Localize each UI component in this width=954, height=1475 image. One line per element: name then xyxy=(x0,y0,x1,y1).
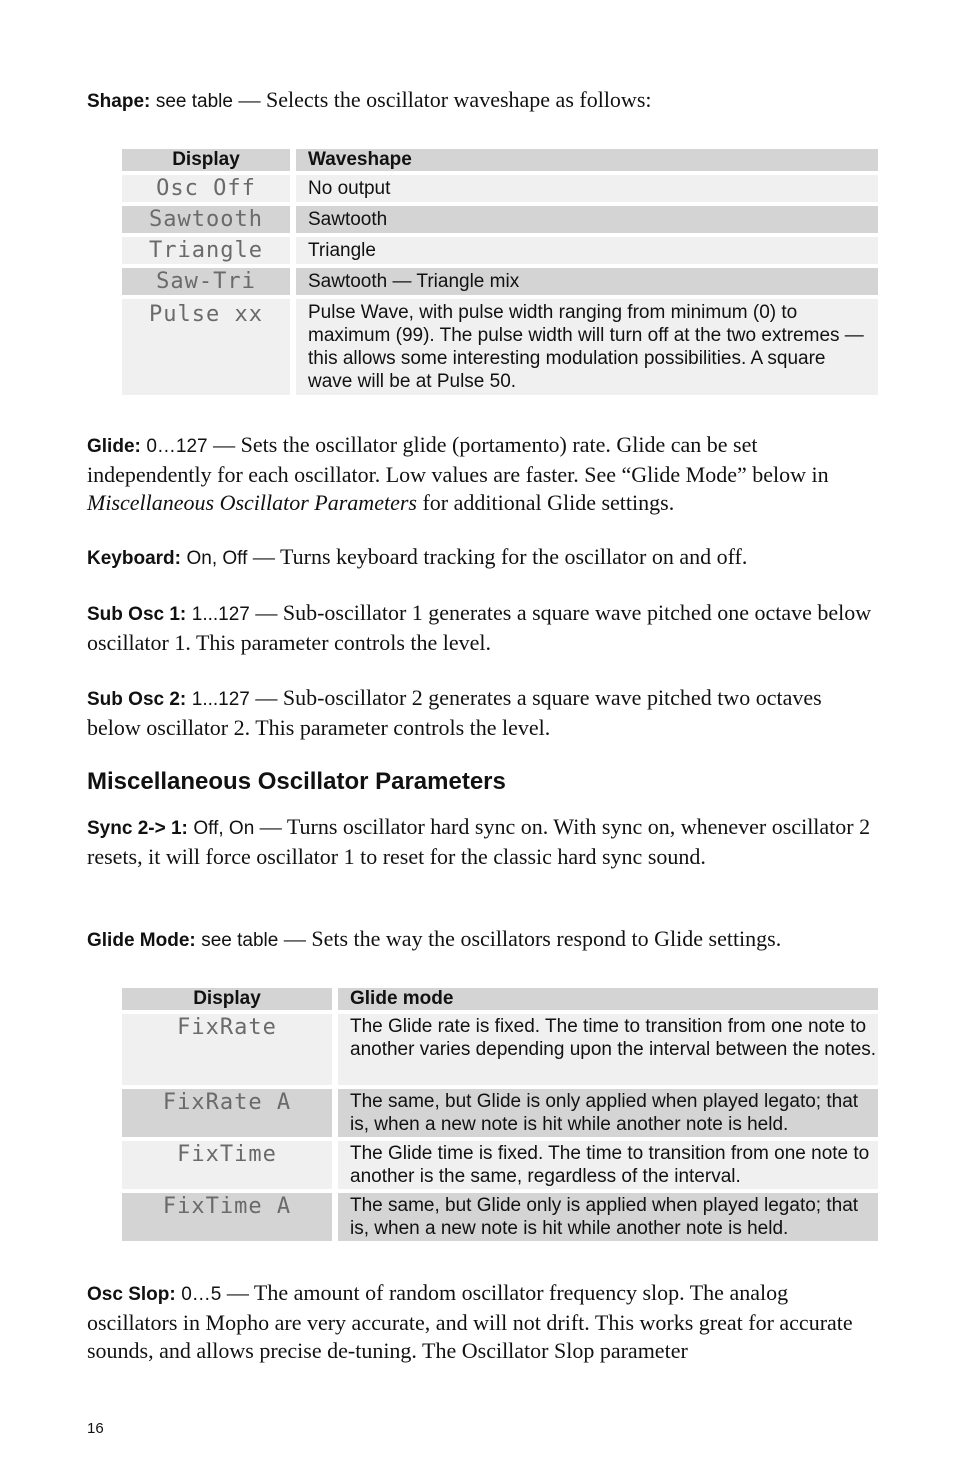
param-description: — The amount of random oscillator frequency slop. The analog oscillators in Mopho are very accurate, and will not drift. This works great for accurate sounds, and allows precise de-tuning. The Oscillator Slop parameter xyxy=(87,1280,853,1363)
shape-paragraph xyxy=(87,86,877,116)
lcd-display-text: FixTime A xyxy=(122,1193,332,1241)
param-label: Sub Osc 2: xyxy=(87,689,187,710)
table-row xyxy=(122,206,878,233)
param-description: — Sub-oscillator 1 generates a square wave pitched one octave below oscillator 1. This parameter controls the level. xyxy=(87,600,872,655)
param-description: — Turns oscillator hard sync on. With sync on, whenever oscillator 2 resets, it will force oscillator 1 to reset for the classic hard sync sound. xyxy=(87,814,871,869)
lcd-display-text: Triangle xyxy=(122,237,290,264)
table-row xyxy=(122,268,878,295)
param-label: Glide: xyxy=(87,436,141,457)
table-cell-desc: No output xyxy=(296,175,878,202)
glide-mode-paragraph xyxy=(87,925,877,955)
table-header-glide-mode: Glide mode xyxy=(338,988,878,1010)
param-values: 0…127 xyxy=(146,436,208,457)
waveshape-table xyxy=(122,145,878,399)
sub-osc-2-paragraph xyxy=(87,684,877,742)
table-row xyxy=(122,299,878,395)
table-row xyxy=(122,1014,878,1085)
table-header-display: Display xyxy=(122,149,290,171)
table-cell-desc: Sawtooth xyxy=(296,206,878,233)
table-cell-desc: The Glide time is fixed. The time to transition from one note to another is the same, regardless of the interval. xyxy=(338,1141,878,1189)
section-reference: Miscellaneous Oscillator Parameters xyxy=(87,490,417,515)
param-label: Glide Mode: xyxy=(87,930,196,951)
table-row xyxy=(122,175,878,202)
lcd-display-text: FixRate xyxy=(122,1014,332,1085)
table-header-waveshape: Waveshape xyxy=(296,149,878,171)
table-cell-desc: The same, but Glide is only applied when played legato; that is, when a new note is hit while another note is held. xyxy=(338,1089,878,1137)
table-row xyxy=(122,1089,878,1137)
lcd-display-text: FixRate A xyxy=(122,1089,332,1137)
table-cell-desc: Sawtooth — Triangle mix xyxy=(296,268,878,295)
table-cell-desc: Pulse Wave, with pulse width ranging from minimum (0) to maximum (99). The pulse width will turn off at the two extremes — this allows some interesting modulation possibilities. A square wave will be at Pulse 50. xyxy=(296,299,878,395)
param-values: see table xyxy=(201,930,279,951)
param-label: Osc Slop: xyxy=(87,1284,176,1305)
table-header-display: Display xyxy=(122,988,332,1010)
param-description: — Turns keyboard tracking for the oscillator on and off. xyxy=(247,544,748,569)
table-cell-desc: Triangle xyxy=(296,237,878,264)
glide-mode-table xyxy=(122,984,878,1245)
table-row xyxy=(122,1141,878,1189)
param-values: 1...127 xyxy=(191,604,250,625)
param-values: 0…5 xyxy=(181,1284,222,1305)
param-values: On, Off xyxy=(186,548,248,569)
table-row xyxy=(122,237,878,264)
param-description: — Sets the oscillator glide (portamento) rate. Glide can be set independently for each oscillator. Low values are faster. See “Glide Mode” below in xyxy=(87,432,829,487)
param-description-cont: for additional Glide settings. xyxy=(416,490,675,515)
param-label: Sync 2-> 1: xyxy=(87,818,188,839)
param-description: — Sets the way the oscillators respond to Glide settings. xyxy=(278,926,782,951)
param-values: 1...127 xyxy=(191,689,250,710)
param-label: Sub Osc 1: xyxy=(87,604,187,625)
param-values: see table xyxy=(155,91,233,112)
sync-paragraph xyxy=(87,813,877,871)
page-number: 16 xyxy=(87,1420,104,1437)
sub-osc-1-paragraph xyxy=(87,599,877,657)
param-label: Shape: xyxy=(87,91,151,112)
lcd-display-text: FixTime xyxy=(122,1141,332,1189)
table-cell-desc: The same, but Glide only is applied when played legato; that is, when a new note is hit while another note is held. xyxy=(338,1193,878,1241)
lcd-display-text: Osc Off xyxy=(122,175,290,202)
keyboard-paragraph xyxy=(87,543,877,573)
table-cell-desc: The Glide rate is fixed. The time to transition from one note to another varies depending upon the interval between the notes. xyxy=(338,1014,878,1085)
section-heading: Miscellaneous Oscillator Parameters xyxy=(87,768,506,795)
lcd-display-text: Sawtooth xyxy=(122,206,290,233)
glide-paragraph xyxy=(87,431,877,517)
lcd-display-text: Pulse xx xyxy=(122,299,290,395)
param-description: — Sub-oscillator 2 generates a square wave pitched two octaves below oscillator 2. This parameter controls the level. xyxy=(87,685,822,740)
param-label: Keyboard: xyxy=(87,548,181,569)
table-row xyxy=(122,1193,878,1241)
param-description: — Selects the oscillator waveshape as follows: xyxy=(232,87,652,112)
param-values: Off, On xyxy=(193,818,255,839)
lcd-display-text: Saw-Tri xyxy=(122,268,290,295)
osc-slop-paragraph xyxy=(87,1279,877,1365)
